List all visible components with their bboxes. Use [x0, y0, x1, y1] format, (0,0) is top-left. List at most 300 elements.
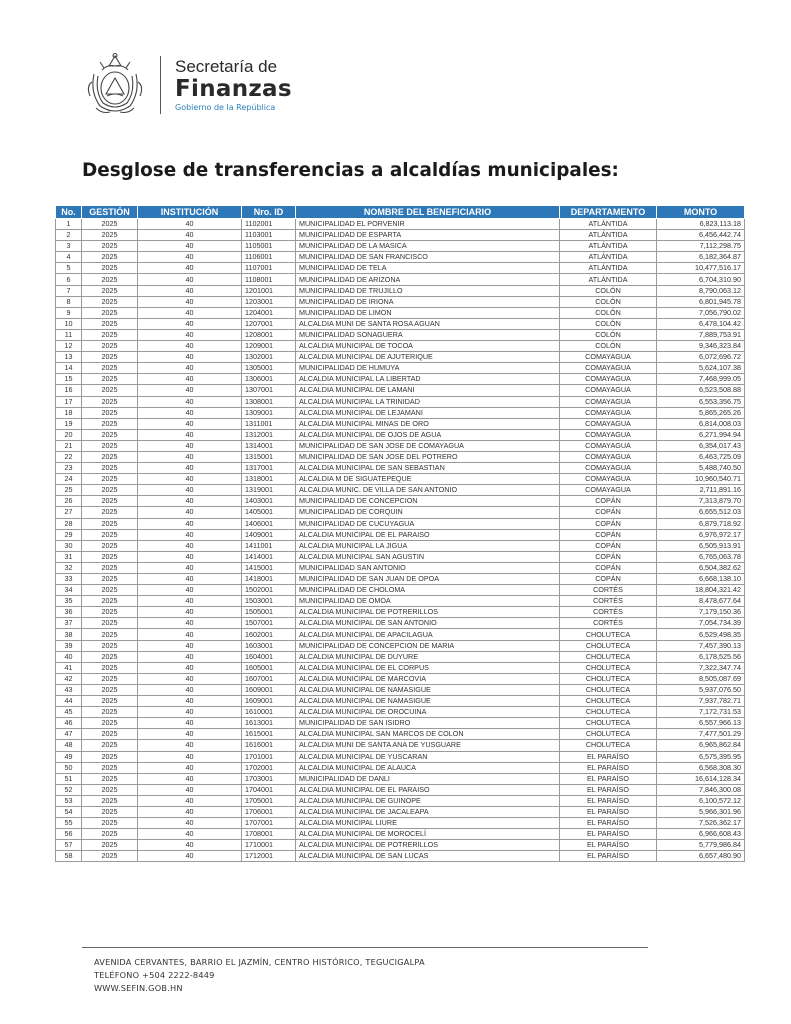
table-row — [56, 651, 745, 662]
cell-departamento: EL PARAÍSO — [560, 829, 657, 840]
cell-institucion: 40 — [138, 651, 242, 662]
cell-institucion: 40 — [138, 818, 242, 829]
cell-beneficiario: ALCALDIA MUNICIPAL DE DUYURE — [296, 651, 560, 662]
cell-institucion: 40 — [138, 829, 242, 840]
cell-institucion: 40 — [138, 696, 242, 707]
cell-beneficiario: ALCALDIA MUNICIPAL DE POTRERILLOS — [296, 840, 560, 851]
cell-nro-id: 1704001 — [242, 784, 296, 795]
cell-no: 43 — [56, 684, 82, 695]
header — [82, 52, 292, 118]
cell-gestion: 2025 — [82, 352, 138, 363]
org-name: Finanzas — [175, 76, 292, 102]
cell-institucion: 40 — [138, 596, 242, 607]
cell-institucion: 40 — [138, 640, 242, 651]
cell-gestion: 2025 — [82, 263, 138, 274]
cell-beneficiario: ALCALDIA MUNICIPAL DE MOROCELÍ — [296, 829, 560, 840]
transfers-table — [55, 205, 745, 862]
cell-beneficiario: ALCALDIA MUNICIPAL LA JIGUA — [296, 540, 560, 551]
table-row — [56, 485, 745, 496]
cell-monto: 5,779,986.84 — [657, 840, 745, 851]
cell-institucion: 40 — [138, 341, 242, 352]
cell-departamento: COPÁN — [560, 540, 657, 551]
cell-nro-id: 1502001 — [242, 585, 296, 596]
cell-no: 28 — [56, 518, 82, 529]
cell-monto: 6,657,480.90 — [657, 851, 745, 862]
cell-beneficiario: ALCALDIA MUNICIPAL DE OJOS DE AGUA — [296, 429, 560, 440]
cell-monto: 6,668,138.10 — [657, 574, 745, 585]
cell-nro-id: 1314001 — [242, 440, 296, 451]
cell-institucion: 40 — [138, 729, 242, 740]
table-row — [56, 252, 745, 263]
cell-monto: 6,504,382.62 — [657, 562, 745, 573]
table-row — [56, 718, 745, 729]
cell-no: 23 — [56, 463, 82, 474]
table-row — [56, 773, 745, 784]
cell-no: 14 — [56, 363, 82, 374]
cell-institucion: 40 — [138, 463, 242, 474]
table-row — [56, 829, 745, 840]
cell-departamento: EL PARAÍSO — [560, 851, 657, 862]
cell-beneficiario: MUNICIPALIDAD DE ESPARTA — [296, 230, 560, 241]
cell-no: 24 — [56, 474, 82, 485]
cell-monto: 7,468,999.05 — [657, 374, 745, 385]
column-header-gestion: GESTIÓN — [82, 206, 138, 219]
column-header-no: No. — [56, 206, 82, 219]
cell-departamento: EL PARAÍSO — [560, 762, 657, 773]
cell-beneficiario: ALCALDIA MUNICIPAL DE SAN ANTONIO — [296, 618, 560, 629]
cell-beneficiario: ALCALDIA MUNICIPAL LIURE — [296, 818, 560, 829]
cell-gestion: 2025 — [82, 252, 138, 263]
cell-monto: 7,172,731.53 — [657, 707, 745, 718]
table-row — [56, 551, 745, 562]
cell-beneficiario: ALCALDIA MUNICIPAL DE APACILAGUA — [296, 629, 560, 640]
cell-institucion: 40 — [138, 407, 242, 418]
cell-institucion: 40 — [138, 618, 242, 629]
cell-monto: 6,354,017.43 — [657, 440, 745, 451]
cell-beneficiario: MUNICIPALIDAD DE CUCUYAGUA — [296, 518, 560, 529]
cell-departamento: COMAYAGUA — [560, 429, 657, 440]
cell-gestion: 2025 — [82, 729, 138, 740]
cell-nro-id: 1605001 — [242, 662, 296, 673]
cell-beneficiario: ALCALDIA MUNICIPAL LA TRINIDAD — [296, 396, 560, 407]
cell-gestion: 2025 — [82, 219, 138, 230]
cell-departamento: ATLÁNTIDA — [560, 274, 657, 285]
cell-monto: 8,505,087.69 — [657, 673, 745, 684]
cell-departamento: COMAYAGUA — [560, 440, 657, 451]
footer-website: WWW.SEFIN.GOB.HN — [94, 983, 183, 993]
cell-institucion: 40 — [138, 307, 242, 318]
cell-no: 52 — [56, 784, 82, 795]
table-row — [56, 684, 745, 695]
cell-gestion: 2025 — [82, 440, 138, 451]
cell-departamento: COMAYAGUA — [560, 352, 657, 363]
cell-no: 37 — [56, 618, 82, 629]
table-row — [56, 585, 745, 596]
footer-divider — [82, 947, 648, 948]
cell-nro-id: 1708001 — [242, 829, 296, 840]
cell-nro-id: 1108001 — [242, 274, 296, 285]
cell-institucion: 40 — [138, 740, 242, 751]
cell-monto: 6,523,508.88 — [657, 385, 745, 396]
cell-gestion: 2025 — [82, 762, 138, 773]
cell-beneficiario: MUNICIPALIDAD DE HUMUYA — [296, 363, 560, 374]
column-header-nro-id: Nro. ID — [242, 206, 296, 219]
cell-beneficiario: ALCALDIA MUNICIPAL DE NAMASIGUE — [296, 684, 560, 695]
cell-departamento: COLÓN — [560, 329, 657, 340]
cell-monto: 6,271,994.94 — [657, 429, 745, 440]
cell-monto: 6,966,608.43 — [657, 829, 745, 840]
cell-departamento: CHOLUTECA — [560, 673, 657, 684]
cell-monto: 18,804,321.42 — [657, 585, 745, 596]
cell-no: 45 — [56, 707, 82, 718]
table-row — [56, 496, 745, 507]
cell-institucion: 40 — [138, 451, 242, 462]
cell-monto: 16,614,128.34 — [657, 773, 745, 784]
cell-nro-id: 1607001 — [242, 673, 296, 684]
cell-no: 53 — [56, 795, 82, 806]
cell-gestion: 2025 — [82, 396, 138, 407]
cell-no: 16 — [56, 385, 82, 396]
cell-no: 6 — [56, 274, 82, 285]
cell-no: 32 — [56, 562, 82, 573]
table-row — [56, 518, 745, 529]
cell-nro-id: 1305001 — [242, 363, 296, 374]
cell-beneficiario: ALCALDIA MUNICIPAL DE AJUTERIQUE — [296, 352, 560, 363]
cell-nro-id: 1603001 — [242, 640, 296, 651]
cell-beneficiario: ALCALDIA MUNICIPAL DE LEJAMANI — [296, 407, 560, 418]
cell-gestion: 2025 — [82, 241, 138, 252]
cell-beneficiario: MUNICIPALIDAD DE CHOLOMA — [296, 585, 560, 596]
cell-nro-id: 1705001 — [242, 795, 296, 806]
cell-gestion: 2025 — [82, 585, 138, 596]
cell-departamento: COLÓN — [560, 296, 657, 307]
cell-departamento: CHOLUTECA — [560, 640, 657, 651]
cell-departamento: CHOLUTECA — [560, 718, 657, 729]
cell-gestion: 2025 — [82, 529, 138, 540]
header-divider — [160, 56, 161, 114]
cell-beneficiario: MUNICIPALIDAD DE CONCEPCION — [296, 496, 560, 507]
table-row — [56, 318, 745, 329]
cell-departamento: CORTÉS — [560, 618, 657, 629]
cell-no: 11 — [56, 329, 82, 340]
table-row — [56, 740, 745, 751]
cell-no: 54 — [56, 806, 82, 817]
cell-no: 27 — [56, 507, 82, 518]
cell-institucion: 40 — [138, 773, 242, 784]
cell-nro-id: 1204001 — [242, 307, 296, 318]
cell-nro-id: 1505001 — [242, 607, 296, 618]
cell-departamento: ATLÁNTIDA — [560, 219, 657, 230]
cell-nro-id: 1318001 — [242, 474, 296, 485]
table-row — [56, 751, 745, 762]
cell-institucion: 40 — [138, 496, 242, 507]
table-row — [56, 784, 745, 795]
cell-gestion: 2025 — [82, 418, 138, 429]
cell-no: 22 — [56, 451, 82, 462]
cell-no: 33 — [56, 574, 82, 585]
table-row — [56, 296, 745, 307]
cell-nro-id: 1503001 — [242, 596, 296, 607]
table-row — [56, 363, 745, 374]
cell-nro-id: 1703001 — [242, 773, 296, 784]
cell-monto: 6,072,696.72 — [657, 352, 745, 363]
table-row — [56, 241, 745, 252]
table-row — [56, 540, 745, 551]
cell-nro-id: 1317001 — [242, 463, 296, 474]
cell-departamento: CHOLUTECA — [560, 729, 657, 740]
cell-monto: 6,505,913.91 — [657, 540, 745, 551]
cell-no: 19 — [56, 418, 82, 429]
cell-nro-id: 1616001 — [242, 740, 296, 751]
cell-nro-id: 1107001 — [242, 263, 296, 274]
cell-gestion: 2025 — [82, 429, 138, 440]
cell-beneficiario: ALCALDIA MUNICIPAL DE EL CORPUS — [296, 662, 560, 673]
cell-institucion: 40 — [138, 840, 242, 851]
cell-gestion: 2025 — [82, 640, 138, 651]
cell-nro-id: 1311001 — [242, 418, 296, 429]
cell-nro-id: 1609001 — [242, 696, 296, 707]
cell-nro-id: 1315001 — [242, 451, 296, 462]
cell-institucion: 40 — [138, 363, 242, 374]
cell-gestion: 2025 — [82, 551, 138, 562]
cell-institucion: 40 — [138, 219, 242, 230]
cell-beneficiario: ALCALDIA MUNICIPAL DE ALAUCA — [296, 762, 560, 773]
cell-gestion: 2025 — [82, 784, 138, 795]
cell-gestion: 2025 — [82, 829, 138, 840]
cell-departamento: COMAYAGUA — [560, 418, 657, 429]
cell-nro-id: 1507001 — [242, 618, 296, 629]
cell-departamento: CORTÉS — [560, 596, 657, 607]
cell-no: 20 — [56, 429, 82, 440]
cell-beneficiario: MUNICIPALIDAD DE CORQUIN — [296, 507, 560, 518]
table-row — [56, 640, 745, 651]
table-row — [56, 407, 745, 418]
table-row — [56, 329, 745, 340]
cell-no: 40 — [56, 651, 82, 662]
cell-institucion: 40 — [138, 352, 242, 363]
table-row — [56, 374, 745, 385]
cell-gestion: 2025 — [82, 385, 138, 396]
cell-institucion: 40 — [138, 762, 242, 773]
cell-nro-id: 1207001 — [242, 318, 296, 329]
cell-institucion: 40 — [138, 440, 242, 451]
cell-gestion: 2025 — [82, 751, 138, 762]
table-row — [56, 596, 745, 607]
cell-departamento: COLÓN — [560, 285, 657, 296]
cell-nro-id: 1106001 — [242, 252, 296, 263]
cell-gestion: 2025 — [82, 618, 138, 629]
cell-departamento: EL PARAÍSO — [560, 840, 657, 851]
cell-no: 3 — [56, 241, 82, 252]
cell-no: 25 — [56, 485, 82, 496]
cell-institucion: 40 — [138, 385, 242, 396]
cell-gestion: 2025 — [82, 662, 138, 673]
cell-no: 38 — [56, 629, 82, 640]
cell-institucion: 40 — [138, 585, 242, 596]
table-row — [56, 396, 745, 407]
cell-no: 1 — [56, 219, 82, 230]
organization-logo-text — [175, 58, 292, 112]
cell-nro-id: 1307001 — [242, 385, 296, 396]
cell-monto: 6,557,966.13 — [657, 718, 745, 729]
cell-no: 48 — [56, 740, 82, 751]
cell-nro-id: 1411001 — [242, 540, 296, 551]
table-row — [56, 562, 745, 573]
cell-monto: 6,568,308.30 — [657, 762, 745, 773]
cell-gestion: 2025 — [82, 740, 138, 751]
cell-monto: 7,313,879.70 — [657, 496, 745, 507]
cell-institucion: 40 — [138, 429, 242, 440]
table-body — [56, 219, 745, 862]
cell-beneficiario: ALCALDIA MUNICIPAL DE YUSCARAN — [296, 751, 560, 762]
cell-departamento: CORTÉS — [560, 607, 657, 618]
cell-nro-id: 1319001 — [242, 485, 296, 496]
cell-beneficiario: ALCALDIA MUNIC. DE VILLA DE SAN ANTONIO — [296, 485, 560, 496]
footer-phone: TELÉFONO +504 2222-8449 — [94, 970, 215, 980]
cell-no: 34 — [56, 585, 82, 596]
table-row — [56, 729, 745, 740]
cell-monto: 7,054,734.39 — [657, 618, 745, 629]
cell-departamento: CHOLUTECA — [560, 684, 657, 695]
cell-beneficiario: ALCALDIA MUNICIPAL DE SAN SEBASTIAN — [296, 463, 560, 474]
cell-beneficiario: ALCALDIA MUNICIPAL DE TOCOA — [296, 341, 560, 352]
cell-no: 44 — [56, 696, 82, 707]
cell-institucion: 40 — [138, 707, 242, 718]
cell-monto: 6,553,356.75 — [657, 396, 745, 407]
column-header-departamento: DEPARTAMENTO — [560, 206, 657, 219]
cell-departamento: CORTÉS — [560, 585, 657, 596]
coat-of-arms-icon — [82, 52, 148, 118]
cell-gestion: 2025 — [82, 329, 138, 340]
table-row — [56, 762, 745, 773]
cell-departamento: EL PARAÍSO — [560, 751, 657, 762]
table-row — [56, 806, 745, 817]
table-row — [56, 818, 745, 829]
cell-gestion: 2025 — [82, 651, 138, 662]
cell-no: 5 — [56, 263, 82, 274]
cell-no: 15 — [56, 374, 82, 385]
cell-no: 47 — [56, 729, 82, 740]
cell-beneficiario: ALCALDIA MUNI DE SANTA ROSA AGUAN — [296, 318, 560, 329]
cell-institucion: 40 — [138, 751, 242, 762]
cell-institucion: 40 — [138, 285, 242, 296]
cell-monto: 7,322,347.74 — [657, 662, 745, 673]
cell-institucion: 40 — [138, 418, 242, 429]
table-row — [56, 795, 745, 806]
cell-departamento: CHOLUTECA — [560, 696, 657, 707]
cell-nro-id: 1308001 — [242, 396, 296, 407]
cell-institucion: 40 — [138, 540, 242, 551]
cell-institucion: 40 — [138, 230, 242, 241]
cell-nro-id: 1414001 — [242, 551, 296, 562]
cell-beneficiario: MUNICIPALIDAD SONAGUERA — [296, 329, 560, 340]
cell-departamento: EL PARAÍSO — [560, 806, 657, 817]
table-row — [56, 307, 745, 318]
cell-monto: 6,823,113.18 — [657, 219, 745, 230]
table-row — [56, 607, 745, 618]
cell-institucion: 40 — [138, 396, 242, 407]
cell-no: 18 — [56, 407, 82, 418]
cell-departamento: COMAYAGUA — [560, 451, 657, 462]
cell-gestion: 2025 — [82, 629, 138, 640]
cell-monto: 6,655,512.03 — [657, 507, 745, 518]
cell-no: 55 — [56, 818, 82, 829]
cell-gestion: 2025 — [82, 296, 138, 307]
cell-departamento: COPÁN — [560, 529, 657, 540]
cell-beneficiario: ALCALDIA MUNICIPAL DE SAN LUCAS — [296, 851, 560, 862]
cell-gestion: 2025 — [82, 230, 138, 241]
cell-beneficiario: ALCALDIA MUNICIPAL DE EL PARAISO — [296, 529, 560, 540]
table-row — [56, 418, 745, 429]
cell-beneficiario: MUNICIPALIDAD DE TELA — [296, 263, 560, 274]
cell-departamento: COLÓN — [560, 307, 657, 318]
cell-no: 30 — [56, 540, 82, 551]
cell-departamento: COPÁN — [560, 507, 657, 518]
cell-departamento: EL PARAÍSO — [560, 818, 657, 829]
cell-gestion: 2025 — [82, 718, 138, 729]
cell-beneficiario: MUNICIPALIDAD DE SAN FRANCISCO — [296, 252, 560, 263]
cell-departamento: COPÁN — [560, 574, 657, 585]
cell-no: 8 — [56, 296, 82, 307]
cell-beneficiario: MUNICIPALIDAD EL PORVENIR — [296, 219, 560, 230]
cell-nro-id: 1418001 — [242, 574, 296, 585]
cell-beneficiario: MUNICIPALIDAD DE SAN ISIDRO — [296, 718, 560, 729]
cell-departamento: COMAYAGUA — [560, 396, 657, 407]
cell-institucion: 40 — [138, 474, 242, 485]
cell-beneficiario: ALCALDIA MUNICIPAL DE EL PARAISO — [296, 784, 560, 795]
cell-no: 4 — [56, 252, 82, 263]
cell-nro-id: 1712001 — [242, 851, 296, 862]
cell-monto: 7,179,150.36 — [657, 607, 745, 618]
cell-departamento: ATLÁNTIDA — [560, 252, 657, 263]
cell-beneficiario: ALCALDIA MUNICIPAL DE POTRERILLOS — [296, 607, 560, 618]
table-row — [56, 529, 745, 540]
cell-nro-id: 1609001 — [242, 684, 296, 695]
cell-gestion: 2025 — [82, 607, 138, 618]
cell-monto: 6,965,862.84 — [657, 740, 745, 751]
cell-beneficiario: ALCALDIA MUNICIPAL SAN MARCOS DE COLON — [296, 729, 560, 740]
cell-beneficiario: ALCALDIA MUNICIPAL MINAS DE ORO — [296, 418, 560, 429]
cell-institucion: 40 — [138, 507, 242, 518]
cell-monto: 5,865,265.26 — [657, 407, 745, 418]
cell-monto: 7,889,753.91 — [657, 329, 745, 340]
cell-no: 57 — [56, 840, 82, 851]
cell-no: 56 — [56, 829, 82, 840]
cell-departamento: COLÓN — [560, 318, 657, 329]
cell-monto: 6,178,525.56 — [657, 651, 745, 662]
cell-gestion: 2025 — [82, 507, 138, 518]
cell-institucion: 40 — [138, 296, 242, 307]
cell-no: 9 — [56, 307, 82, 318]
cell-beneficiario: MUNICIPALIDAD DE SAN JOSE DEL POTRERO — [296, 451, 560, 462]
cell-gestion: 2025 — [82, 496, 138, 507]
table-header-row — [56, 206, 745, 219]
cell-beneficiario: ALCALDIA MUNICIPAL LA LIBERTAD — [296, 374, 560, 385]
cell-institucion: 40 — [138, 485, 242, 496]
cell-nro-id: 1102001 — [242, 219, 296, 230]
cell-monto: 6,463,725.09 — [657, 451, 745, 462]
cell-no: 17 — [56, 396, 82, 407]
cell-monto: 7,112,298.75 — [657, 241, 745, 252]
cell-gestion: 2025 — [82, 307, 138, 318]
cell-institucion: 40 — [138, 529, 242, 540]
cell-nro-id: 1615001 — [242, 729, 296, 740]
cell-gestion: 2025 — [82, 840, 138, 851]
org-subtitle: Gobierno de la República — [175, 103, 276, 112]
table-row — [56, 263, 745, 274]
cell-no: 35 — [56, 596, 82, 607]
cell-gestion: 2025 — [82, 818, 138, 829]
